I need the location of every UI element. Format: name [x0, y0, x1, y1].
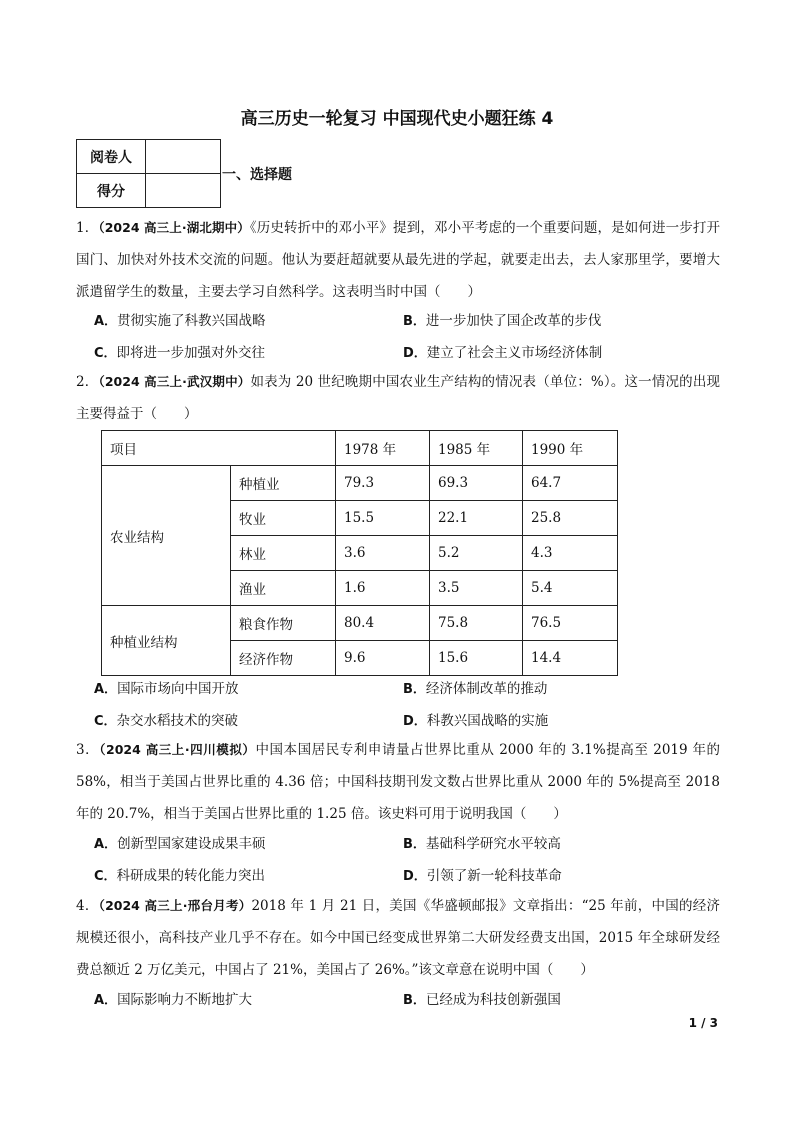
- table-cell: 69.3: [430, 466, 523, 501]
- option-a[interactable]: A．创新型国家建设成果丰硕: [94, 836, 266, 852]
- option-a[interactable]: A．国际市场向中国开放: [94, 681, 239, 697]
- table-header-cell: 1978 年: [336, 431, 430, 466]
- option-c[interactable]: C．科研成果的转化能力突出: [94, 868, 266, 884]
- option-c[interactable]: C．杂交水稻技术的突破: [94, 713, 239, 729]
- option-d[interactable]: D．科教兴国战略的实施: [403, 713, 549, 729]
- question-text: 《历史转折中的邓小平》提到，邓小平考虑的一个重要问题，是如何进一步打开国门、加快对外技术交流的问题。他认为要赶超就要从最先进的学起，就要走出去，去人家那里学，要增大派遣留学生的数量，主要去学习自然科学。这表明当时中国（ ）: [76, 220, 720, 300]
- question-source: （2024 高三上·湖北期中）: [98, 220, 250, 235]
- score-label: 得分: [77, 174, 146, 208]
- table-cell: 5.4: [523, 571, 618, 606]
- data-table: [101, 430, 618, 676]
- question-text: 中国本国居民专利申请量占世界比重从 2000 年的 3.1%提高至 2019 年的 58%，相当于美国占世界比重的 4.36 倍；中国科技期刊发文数占世界比重从 2000 年的 5%提高至 2018 年的 20.7%，相当于美国占世界比重的 1.25 倍。该史料可用于说明我国（ ）: [76, 742, 720, 822]
- option-d[interactable]: D．建立了社会主义市场经济体制: [403, 345, 603, 361]
- question-number: 4．: [76, 898, 99, 914]
- table-cell: 牧业: [231, 501, 336, 536]
- option-b[interactable]: B．基础科学研究水平较高: [403, 836, 561, 852]
- question-source: （2024 高三上·武汉期中）: [98, 374, 251, 389]
- table-group-cell: 农业结构: [102, 466, 231, 606]
- question-source: （2024 高三上·邢台月考）: [98, 898, 252, 913]
- question-1: [76, 212, 720, 308]
- question-2: [76, 366, 720, 430]
- table-cell: 渔业: [231, 571, 336, 606]
- table-cell: 经济作物: [231, 641, 336, 676]
- question-text: 2018 年 1 月 21 日，美国《华盛顿邮报》文章指出：“25 年前，中国的经济规模还很小，高科技产业几乎不存在。如今中国已经变成世界第二大研发经费支出国，2015 年全球研发经费总额近 2 万亿美元，中国占了 21%，美国占了 26%。”该文章意在说明中国（ ）: [76, 898, 720, 978]
- table-header-row: [102, 431, 618, 466]
- table-row: [102, 606, 618, 641]
- question-number: 1．: [76, 220, 99, 236]
- table-cell: 林业: [231, 536, 336, 571]
- section-heading: 一、选择题: [222, 167, 292, 183]
- question-number: 2．: [76, 374, 99, 390]
- option-c[interactable]: C．即将进一步加强对外交往: [94, 345, 266, 361]
- table-cell: 22.1: [430, 501, 523, 536]
- page-number: 1 / 3: [688, 1016, 718, 1030]
- table-cell: 15.5: [336, 501, 430, 536]
- table-cell: 4.3: [523, 536, 618, 571]
- table-cell: 3.6: [336, 536, 430, 571]
- table-row: [102, 466, 618, 501]
- option-b[interactable]: B．经济体制改革的推动: [403, 681, 548, 697]
- table-cell: 75.8: [430, 606, 523, 641]
- score-table: [76, 139, 221, 208]
- option-b[interactable]: B．进一步加快了国企改革的步伐: [403, 313, 602, 329]
- table-cell: 76.5: [523, 606, 618, 641]
- table-cell: 粮食作物: [231, 606, 336, 641]
- option-d[interactable]: D．引领了新一轮科技革命: [403, 868, 562, 884]
- table-cell: 25.8: [523, 501, 618, 536]
- option-a[interactable]: A．国际影响力不断地扩大: [94, 992, 253, 1008]
- table-header-cell: 1990 年: [523, 431, 618, 466]
- page-title: 高三历史一轮复习 中国现代史小题狂练 4: [240, 109, 554, 129]
- question-text: 如表为 20 世纪晚期中国农业生产结构的情况表（单位：%）。这一情况的出现主要得益于（ ）: [76, 374, 720, 422]
- question-4: [76, 890, 720, 986]
- table-cell: 5.2: [430, 536, 523, 571]
- table-cell: 80.4: [336, 606, 430, 641]
- score-field[interactable]: [146, 174, 221, 208]
- table-header-cell: 项目: [102, 431, 336, 466]
- table-cell: 3.5: [430, 571, 523, 606]
- table-group-cell: 种植业结构: [102, 606, 231, 676]
- reviewer-label: 阅卷人: [77, 140, 146, 174]
- table-cell: 15.6: [430, 641, 523, 676]
- reviewer-field[interactable]: [146, 140, 221, 174]
- question-number: 3．: [76, 742, 100, 758]
- option-b[interactable]: B．已经成为科技创新强国: [403, 992, 561, 1008]
- table-cell: 9.6: [336, 641, 430, 676]
- table-cell: 1.6: [336, 571, 430, 606]
- table-header-cell: 1985 年: [430, 431, 523, 466]
- option-a[interactable]: A．贯彻实施了科教兴国战略: [94, 313, 266, 329]
- table-cell: 64.7: [523, 466, 618, 501]
- table-cell: 14.4: [523, 641, 618, 676]
- table-cell: 种植业: [231, 466, 336, 501]
- table-cell: 79.3: [336, 466, 430, 501]
- question-3: [76, 734, 720, 830]
- question-source: （2024 高三上·四川模拟）: [99, 742, 256, 757]
